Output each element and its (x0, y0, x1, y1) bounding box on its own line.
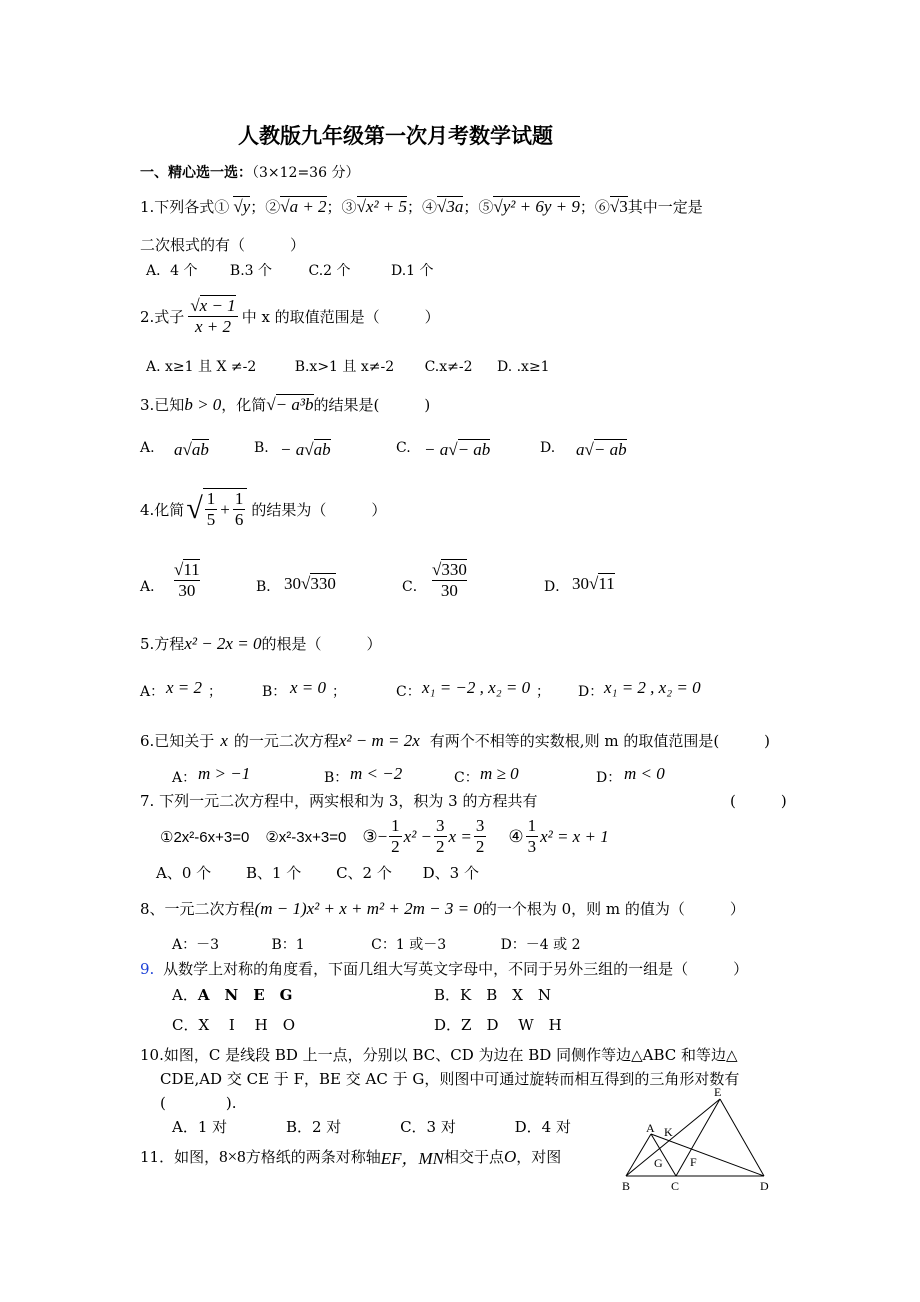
q6-option-c: m ≥ 0 (480, 764, 519, 783)
q4-radicand: 1 5 + $\frac{1}{6}$ (203, 488, 248, 530)
q1-sep-4: ；⑤ (463, 198, 494, 216)
q5-option-d: x₁ = 2 , x₂ = 0 (604, 678, 701, 697)
q3-option-d: a√− ab (576, 440, 627, 459)
q3-option-a: a√ab (174, 440, 209, 459)
q1-sep-3: ；④ (407, 198, 438, 216)
q2-option-d: D. .x≥1 (496, 359, 550, 375)
q3-option-b-label: B. (254, 440, 269, 456)
q4-option-d: 30√11 (572, 574, 615, 593)
question-11 (140, 1144, 561, 1169)
triangle-figure (614, 1082, 784, 1197)
q7-equation-4: ④ 1 3 x² = x + 1 (508, 816, 609, 856)
q3-option-d-label: D. (540, 440, 556, 456)
q7-equation-3: ③ − $\frac{1}{2}$ x² − $\frac{3}{2}$ x = $\frac{3}{2}$ (362, 816, 485, 856)
q1-sep-2: ；③ (326, 198, 357, 216)
question-3 (140, 394, 430, 415)
q3-radical: √− a³b (266, 394, 314, 414)
q6-prefix: 6.已知关于 (140, 732, 215, 750)
question-10-line3: ( ). (160, 1094, 237, 1112)
question-9 (140, 958, 748, 979)
q1-radical-6: √3 (609, 197, 628, 216)
q11-mid2: 相交于点 (443, 1148, 504, 1166)
q3-option-c: − a√− ab (424, 440, 491, 459)
question-2 (140, 296, 440, 337)
q3-prefix: 3.已知 (140, 396, 185, 414)
q7-option-b: B、1 个 (245, 864, 302, 882)
page-title: 人教版九年级第一次月考数学试题 (238, 124, 553, 148)
q5-equation: x² − 2x = 0 (184, 633, 262, 653)
q6-variable: x (220, 730, 228, 750)
segment-ed (720, 1099, 764, 1176)
q4-option-d-label: D． (544, 579, 570, 595)
segment-ba (626, 1134, 651, 1176)
section-score: （3×12=36 分） (252, 165, 360, 181)
q8-suffix: 的一个根为 0，则 m 的值为（ ） (481, 900, 745, 918)
q4-option-b: 30√330 (284, 574, 336, 593)
q4-option-c: √330 30 (432, 560, 467, 600)
q1-option-c: C.2 个 (308, 263, 351, 279)
q3-condition: b > 0 (184, 394, 222, 414)
q4-radical-sign: √ (186, 492, 203, 525)
q7-equation-2: ②x²-3x+3=0 (265, 828, 347, 846)
q1-radical-5: √y² + 6y + 9 (493, 197, 580, 216)
q9-option-d: D．Z D W H (434, 1016, 562, 1034)
q5-option-a: x = 2 (166, 678, 203, 697)
q8-options (172, 934, 581, 954)
q1-sep-1: ；② (250, 198, 281, 216)
q4-option-b-label: B． (256, 579, 281, 595)
q4-suffix: 的结果为（ ） (251, 500, 387, 519)
q2-fraction: √x − 1 x + 2 (190, 296, 236, 336)
q11-axes: EF，MN (380, 1149, 444, 1168)
question-8 (140, 898, 745, 919)
question-1-line1 (140, 196, 703, 217)
label-g: G (654, 1156, 663, 1170)
q10-option-b: B．2 对 (285, 1118, 342, 1136)
q8-option-d: D：－4 或 2 (500, 937, 581, 953)
q8-option-b: B：1 (271, 937, 305, 953)
q6-option-b: m < −2 (350, 764, 403, 783)
q4-option-a: √11 30 (174, 560, 200, 600)
question-10-line1: 10.如图，C 是线段 BD 上一点，分别以 BC、CD 为边在 BD 同侧作等边△ABC 和等边△ (140, 1046, 738, 1064)
q9-text: 从数学上对称的角度看，下面几组大写英文字母中，不同于另外三组的一组是（ ） (163, 960, 749, 978)
question-1-line2: 二次根式的有（ ） (140, 236, 306, 254)
label-e: E (714, 1085, 722, 1099)
q11-prefix: 11．如图， (140, 1148, 220, 1166)
q10-option-a: A．1 对 (172, 1118, 228, 1136)
label-a: A (646, 1121, 655, 1135)
q1-radical-1: √y (233, 197, 251, 216)
q4-prefix: 4.化简 (140, 500, 185, 519)
q9-option-c: C．X I H O (172, 1016, 295, 1034)
q6-option-a: m > −1 (198, 764, 251, 783)
q1-radical-4: √3a (437, 197, 464, 216)
q2-prefix: 2.式子 (140, 308, 185, 326)
q11-point: O (504, 1146, 517, 1166)
q5-option-b: x = 0 (290, 678, 327, 697)
q2-option-c: C.x≠-2 (424, 359, 473, 375)
q8-prefix: 8、一元二次方程 (140, 900, 255, 918)
label-c: C (671, 1179, 680, 1193)
q7-equations (160, 816, 609, 857)
section-heading (140, 162, 359, 182)
q10-option-c: C．3 对 (400, 1118, 456, 1136)
q9-number: 9. (140, 960, 155, 978)
segment-ce (676, 1099, 720, 1176)
q8-option-c: C：1 或－3 (371, 937, 447, 953)
q8-equation: (m − 1)x² + x + m² + 2m − 3 = 0 (254, 898, 482, 918)
q2-option-a: A. x≥1 且 X ≠-2 (146, 359, 257, 375)
q2-suffix: 中 x 的取值范围是（ ） (241, 308, 440, 326)
q3-option-c-label: C. (396, 440, 411, 456)
q10-option-d: D．4 对 (514, 1118, 571, 1136)
q1-suffix: 其中一定是 (627, 198, 703, 216)
question-7: 7. 下列一元二次方程中，两实根和为 3，积为 3 的方程共有 (140, 792, 538, 810)
q2-option-b: B.x>1 且 x≠-2 (294, 359, 395, 375)
q8-option-a: A：－3 (172, 937, 220, 953)
question-5 (140, 633, 381, 654)
q6-suffix: 有两个不相等的实数根,则 m 的取值范围是( ) (429, 732, 771, 750)
q6-option-d: m < 0 (624, 764, 665, 783)
q6-mid: 的一元二次方程 (233, 732, 339, 750)
q7-option-a: A、0 个 (156, 864, 212, 882)
q1-option-a: A．4 个 (146, 263, 198, 279)
q4-option-a-label: A． (140, 579, 165, 595)
q5-suffix: 的根是（ ） (261, 635, 382, 653)
q3-mid: ，化简 (221, 396, 267, 414)
section-label: 一、精心选一选： (140, 165, 252, 181)
q9-option-a: A．A N E G (172, 986, 293, 1004)
segment-be (626, 1099, 720, 1176)
q6-options: A： m > −1 B： m < −2 C： m ≥ 0 D： m < 0 (172, 764, 665, 786)
label-k: K (664, 1125, 673, 1139)
q5-options: A： x = 2 ； B： x = 0 ； C： x₁ = −2 , x₂ = 0 ； D： x₁ = 2 , x₂ = 0 (140, 678, 701, 700)
q10-options (172, 1116, 571, 1137)
q6-equation: x² − m = 2x (338, 730, 420, 750)
q3-suffix: 的结果是( ) (313, 396, 431, 414)
q11-mid: 方格纸的两条对称轴 (245, 1148, 381, 1166)
q7-option-d: D、3 个 (422, 864, 479, 882)
q1-option-d: D.1 个 (390, 263, 434, 279)
q1-option-b: B.3 个 (229, 263, 273, 279)
label-f: F (690, 1155, 697, 1169)
question-10-line2: CDE,AD 交 CE 于 F，BE 交 AC 于 G，则图中可通过旋转而相互得到的三角形对数有 (160, 1070, 740, 1088)
q7-options (156, 862, 479, 883)
question-4 (140, 488, 386, 530)
q2-options (146, 356, 550, 376)
q1-options (146, 260, 434, 280)
label-d: D (760, 1179, 769, 1193)
q9-option-b: B．K B X N (434, 986, 552, 1004)
q1-radical-3: √x² + 5 (356, 197, 408, 216)
q1-radical-2: √a + 2 (280, 197, 327, 216)
q4-option-c-label: C． (402, 579, 427, 595)
q5-option-c: x₁ = −2 , x₂ = 0 (422, 678, 531, 697)
q7-option-c: C、2 个 (336, 864, 392, 882)
q11-grid: 8×8 (219, 1146, 246, 1166)
q5-prefix: 5.方程 (140, 635, 185, 653)
q11-suffix: ，对图 (516, 1148, 562, 1166)
segment-ad (651, 1134, 764, 1176)
q1-sep-5: ；⑥ (579, 198, 610, 216)
q7-paren: ( ) (730, 792, 787, 810)
q1-prefix: 1.下列各式① (140, 198, 230, 216)
label-b: B (622, 1179, 631, 1193)
q7-equation-1: ①2x²-6x+3=0 (160, 828, 250, 846)
q3-option-b: − a√ab (280, 440, 331, 459)
q3-option-a-label: A. (140, 440, 155, 456)
question-6 (140, 730, 770, 751)
